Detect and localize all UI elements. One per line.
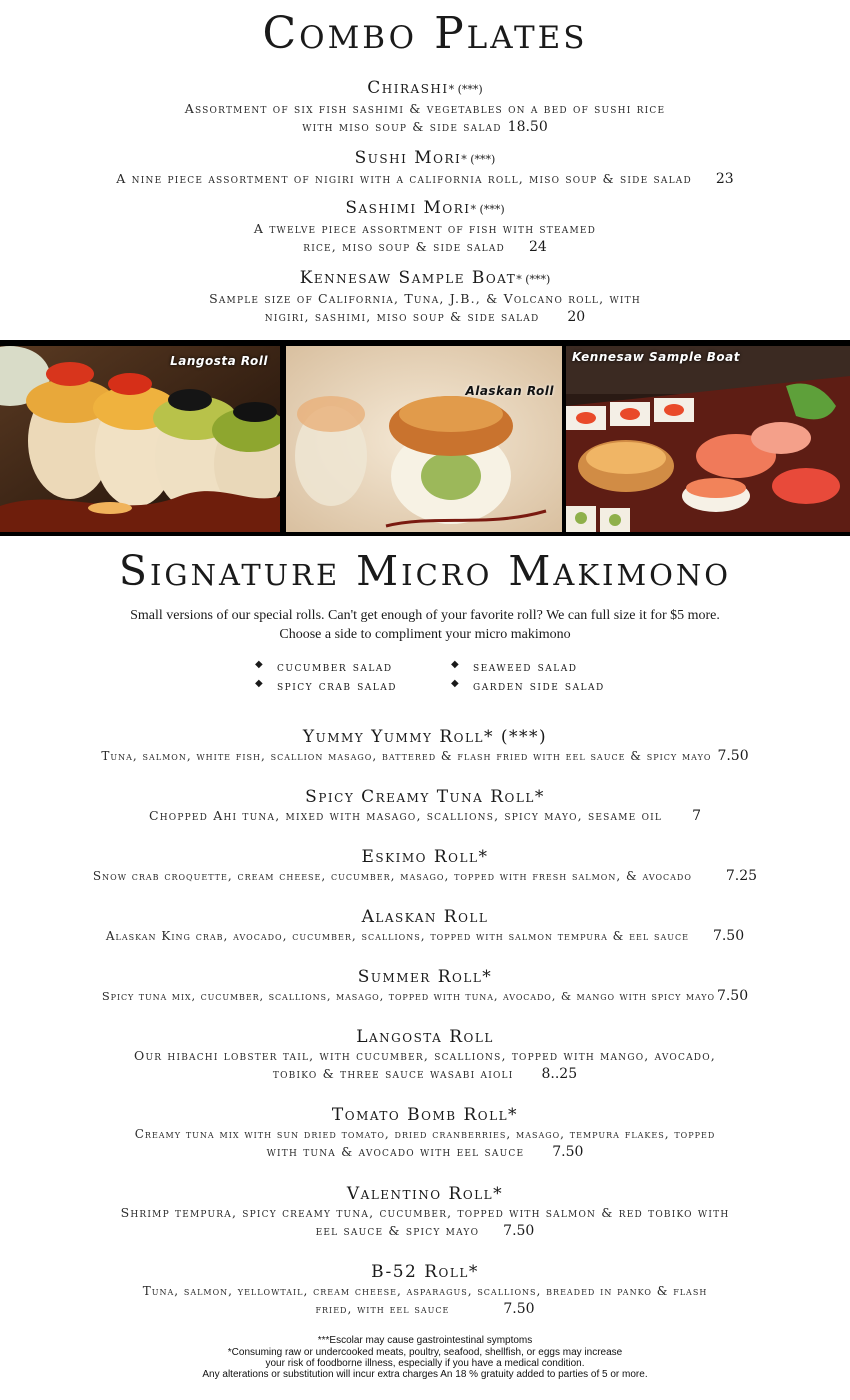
item-price: 7.25 (725, 868, 758, 884)
bullet-icon: ◆ (255, 659, 265, 670)
menu-item-langosta-roll (20, 1027, 830, 1083)
item-mark: * (***) (448, 83, 483, 96)
item-description-cont: with tuna & avocado with eel sauce (266, 1144, 525, 1159)
item-name: B-52 Roll* (371, 1262, 479, 1282)
item-price: 7.50 (503, 1301, 535, 1317)
side-option: ◆ cucumber salad (255, 659, 393, 675)
item-name: Chirashi (367, 78, 449, 98)
item-description: Assortment of six fish sashimi & vegetables on a bed of sushi rice (184, 101, 666, 116)
escolar-notice: ***Escolar may cause gastrointestinal symptoms (317, 1335, 533, 1346)
item-price: 8..25 (541, 1066, 578, 1082)
micro-intro: Small versions of our special rolls. Can't get enough of your favorite roll? We can full size it for $5 more. (130, 608, 720, 623)
item-description: Alaskan King crab, avocado, cucumber, scallions, topped with salmon tempura & eel sauce (105, 929, 689, 943)
item-description: Creamy tuna mix with sun dried tomato, dried cranberries, masago, tempura flakes, topped (134, 1127, 716, 1141)
item-price: 18.50 (507, 119, 548, 135)
item-name: Yummy Yummy Roll* (***) (302, 727, 548, 747)
menu-item-b-52-roll (20, 1262, 830, 1318)
side-option: ◆ seaweed salad (451, 659, 578, 675)
menu-item-summer-roll (10, 967, 840, 1005)
alaskan-roll-photo (286, 346, 562, 532)
item-description: Tuna, salmon, yellowtail, cream cheese, asparagus, scallions, breaded in panko & flash (142, 1284, 708, 1298)
item-description-cont: tobiko & three sauce wasabi aioli (272, 1066, 514, 1081)
item-name: Valentino Roll* (346, 1184, 504, 1204)
alaskan-roll-image (286, 346, 562, 532)
item-price: 20 (567, 309, 586, 325)
kennesaw-sample-boat-image (566, 346, 850, 532)
kennesaw-sample-boat-photo (566, 346, 850, 532)
menu-item-chirashi (20, 78, 830, 136)
menu-item-valentino-roll (20, 1184, 830, 1240)
item-name: Sashimi Mori (345, 198, 471, 218)
bullet-icon: ◆ (451, 659, 461, 670)
item-price: 7.50 (716, 988, 749, 1004)
menu-item-yummy-yummy-roll (10, 727, 840, 765)
menu-item-sushi-mori (20, 148, 830, 188)
gratuity-notice: Any alterations or substitution will incur extra charges An 18 % gratuity added to parties of 5 or more. (202, 1369, 648, 1380)
item-description-cont: fried, with eel sauce (315, 1302, 450, 1316)
item-description: Sample size of California, Tuna, J.B., & Volcano roll, with (209, 291, 641, 306)
item-description-cont: eel sauce & spicy mayo (315, 1223, 480, 1238)
menu-item-spicy-creamy-tuna-roll (20, 787, 830, 825)
item-name: Spicy Creamy Tuna Roll* (305, 787, 545, 807)
micro-makimono-title: Signature Micro Makimono (118, 547, 732, 595)
photo-caption: Kennesaw Sample Boat (572, 350, 740, 364)
item-name: Langosta Roll (356, 1027, 494, 1047)
item-description: A twelve piece assortment of fish with steamed (253, 221, 597, 236)
micro-intro-side: Choose a side to compliment your micro makimono (279, 627, 571, 642)
photo-band (0, 340, 850, 536)
menu-item-eskimo-roll (10, 847, 840, 885)
item-description: A nine piece assortment of nigiri with a california roll, miso soup & side salad (116, 171, 692, 186)
item-mark: * (***) (461, 153, 496, 166)
item-price: 7.50 (552, 1144, 584, 1160)
item-description: Snow crab croquette, cream cheese, cucumber, masago, topped with fresh salmon, & avocado (92, 869, 692, 883)
combo-plates-title: Combo Plates (262, 8, 588, 59)
bullet-icon: ◆ (255, 678, 265, 689)
item-mark: * (***) (470, 203, 505, 216)
item-description: Our hibachi lobster tail, with cucumber, scallions, topped with mango, avocado, (134, 1048, 716, 1063)
item-price: 7.50 (717, 748, 749, 764)
item-description: Spicy tuna mix, cucumber, scallions, masago, topped with tuna, avocado, & mango with spicy mayo (101, 989, 715, 1003)
item-name: Alaskan Roll (361, 907, 489, 927)
photo-caption: Alaskan Roll (465, 384, 554, 398)
item-description: Shrimp tempura, spicy creamy tuna, cucumber, topped with salmon & red tobiko with (120, 1205, 730, 1220)
item-description-cont: with miso soup & side salad (302, 119, 502, 134)
item-description-cont: nigiri, sashimi, miso soup & side salad (264, 309, 540, 324)
item-description-cont: rice, miso soup & side salad (303, 239, 505, 254)
consumer-advisory-cont: your risk of foodborne illness, especially if you have a medical condition. (265, 1358, 585, 1369)
item-name: Kennesaw Sample Boat (299, 268, 517, 288)
bullet-icon: ◆ (451, 678, 461, 689)
item-name: Tomato Bomb Roll* (331, 1105, 519, 1125)
photo-caption: Langosta Roll (170, 354, 268, 368)
side-option: ◆ spicy crab salad (255, 678, 398, 694)
consumer-advisory: *Consuming raw or undercooked meats, poultry, seafood, shellfish, or eggs may increase (227, 1347, 623, 1358)
menu-item-tomato-bomb-roll (20, 1105, 830, 1161)
item-mark: * (***) (516, 273, 551, 286)
item-price: 7 (692, 808, 702, 824)
item-name: Summer Roll* (357, 967, 493, 987)
item-name: Eskimo Roll* (361, 847, 489, 867)
menu-item-sashimi-mori (20, 198, 830, 256)
menu-item-kennesaw-sample-boat (20, 268, 830, 326)
item-description: Tuna, salmon, white fish, scallion masago, battered & flash fried with eel sauce & spicy mayo (101, 749, 712, 763)
langosta-roll-image (0, 346, 280, 532)
side-option: ◆ garden side salad (451, 678, 605, 694)
menu-item-alaskan-roll (20, 907, 830, 945)
item-price: 7.50 (712, 928, 745, 944)
item-price: 23 (715, 171, 734, 187)
item-description: Chopped Ahi tuna, mixed with masago, scallions, spicy mayo, sesame oil (148, 808, 663, 823)
langosta-roll-photo (0, 346, 280, 532)
item-name: Sushi Mori (354, 148, 462, 168)
item-price: 7.50 (503, 1223, 535, 1239)
item-price: 24 (528, 239, 547, 255)
